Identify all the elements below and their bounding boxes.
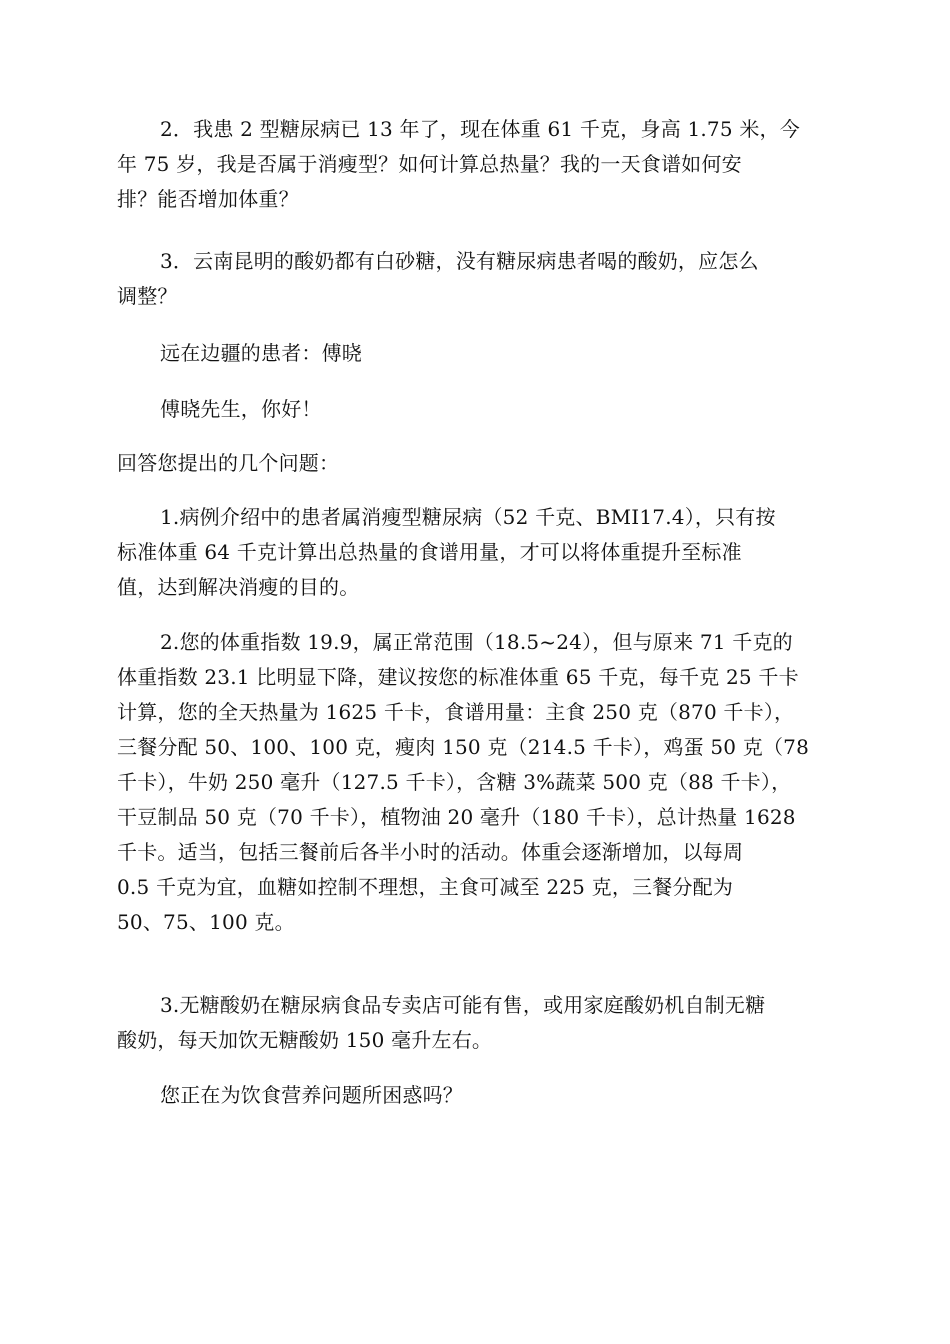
text-line: 3．云南昆明的酸奶都有白砂糖，没有糖尿病患者喝的酸奶，应怎么: [160, 249, 759, 273]
greeting-line: [117, 392, 837, 427]
text-line: 排？能否增加体重？: [117, 187, 299, 211]
question-2-paragraph: [117, 112, 837, 217]
text-line: 干豆制品 50 克（70 千卡），植物油 20 毫升（180 千卡），总计热量 1628: [117, 805, 796, 829]
answer-1-paragraph: [117, 500, 837, 605]
text-line: 三餐分配 50、100、100 克，瘦肉 150 克（214.5 千卡），鸡蛋 50 克（78: [117, 735, 810, 759]
text-line: 0.5 千克为宜，血糖如控制不理想，主食可减至 225 克，三餐分配为: [117, 875, 734, 899]
text-line: 调整？: [117, 284, 178, 308]
text-line: 50、75、100 克。: [117, 910, 295, 934]
text-line: 千卡），牛奶 250 毫升（127.5 千卡），含糖 3%蔬菜 500 克（88 千卡），: [117, 770, 792, 794]
text-line: 酸奶，每天加饮无糖酸奶 150 毫升左右。: [117, 1028, 493, 1052]
text-line: 回答您提出的几个问题：: [117, 451, 340, 475]
text-line: 您正在为饮食营养问题所困惑吗？: [160, 1083, 463, 1107]
text-line: 傅晓先生，你好！: [160, 397, 322, 421]
text-line: 年 75 岁，我是否属于消瘦型？如何计算总热量？我的一天食谱如何安: [117, 152, 742, 176]
text-line: 远在边疆的患者：傅晓: [160, 341, 362, 365]
text-line: 标准体重 64 千克计算出总热量的食谱用量，才可以将体重提升至标准: [117, 540, 742, 564]
text-line: 值，达到解决消瘦的目的。: [117, 575, 360, 599]
question-3-paragraph: [117, 244, 837, 314]
text-line: 计算，您的全天热量为 1625 千卡，食谱用量：主食 250 克（870 千卡），: [117, 700, 795, 724]
text-line: 3.无糖酸奶在糖尿病食品专卖店可能有售，或用家庭酸奶机自制无糖: [160, 993, 766, 1017]
closing-question-line: [117, 1078, 837, 1113]
text-line: 体重指数 23.1 比明显下降，建议按您的标准体重 65 千克，每千克 25 千卡: [117, 665, 799, 689]
answer-3-paragraph: [117, 988, 837, 1058]
text-line: 2.您的体重指数 19.9，属正常范围（18.5~24），但与原来 71 千克的: [160, 630, 793, 654]
text-line: 1.病例介绍中的患者属消瘦型糖尿病（52 千克、BMI17.4），只有按: [160, 505, 776, 529]
text-line: 2．我患 2 型糖尿病已 13 年了，现在体重 61 千克，身高 1.75 米，今: [160, 117, 800, 141]
signature-line: [117, 336, 837, 371]
answer-2-paragraph: [117, 625, 837, 940]
answer-intro-line: [117, 446, 837, 481]
text-line: 千卡。适当，包括三餐前后各半小时的活动。体重会逐渐增加，以每周: [117, 840, 744, 864]
